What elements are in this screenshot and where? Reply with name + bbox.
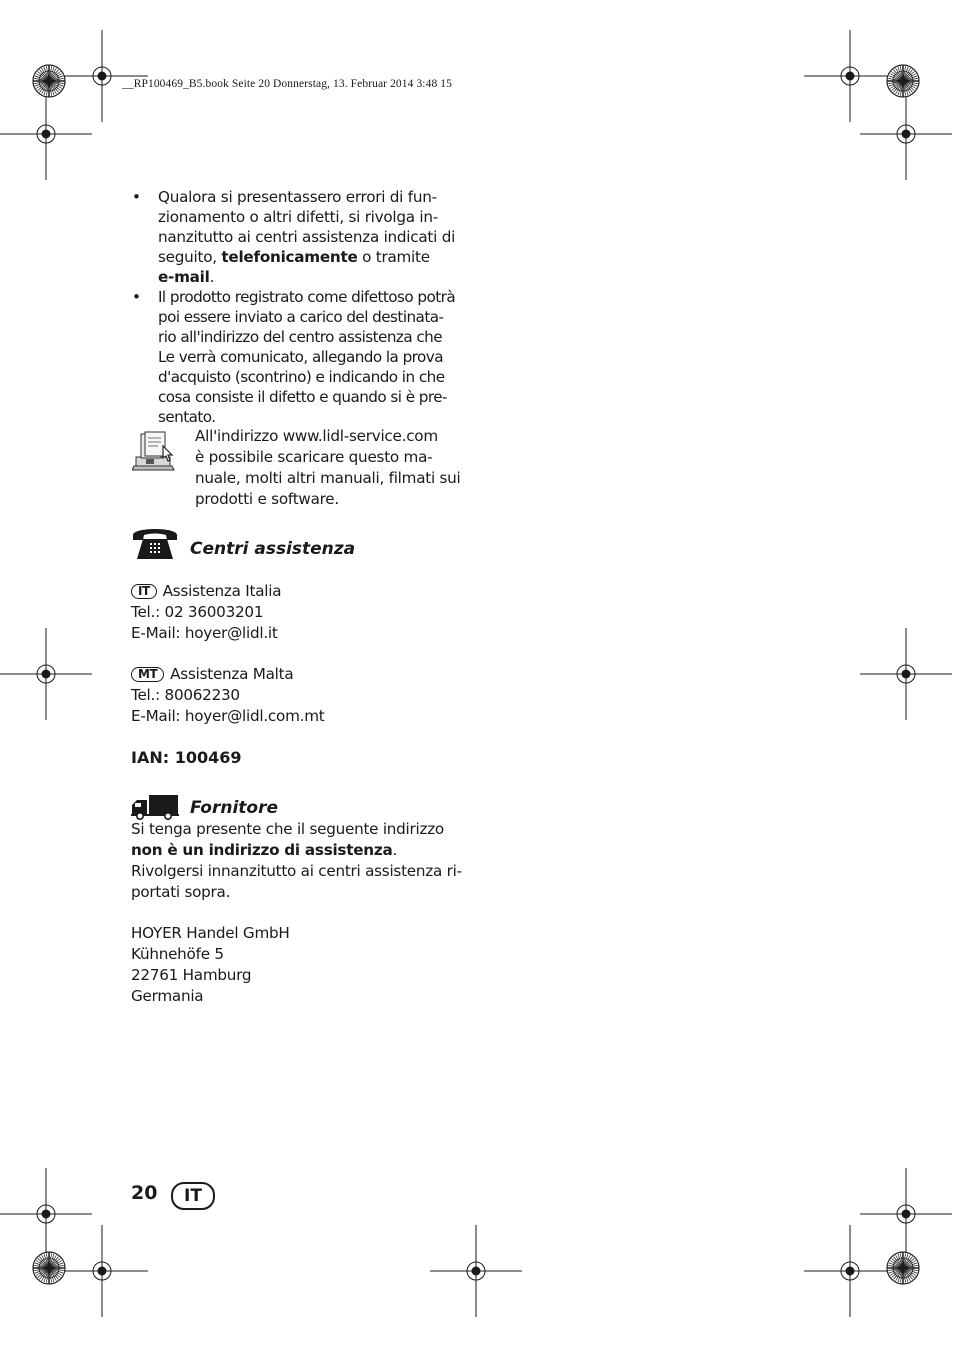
- text-run: .: [209, 268, 215, 286]
- registration-mark: [860, 88, 952, 180]
- section-title-supplier: Fornitore: [190, 798, 279, 818]
- bullet-line: d'acquisto (scontrino) e indicando in che: [158, 368, 445, 386]
- bullet-line: Il prodotto registrato come difettoso potrà: [158, 288, 456, 306]
- bullet-line: sentato.: [158, 408, 216, 426]
- supplier-line: Si tenga presente che il seguente indirizzo: [131, 820, 444, 838]
- registration-mark: [56, 1225, 148, 1317]
- service-malta-email: E-Mail: hoyer@lidl.com.mt: [131, 707, 325, 725]
- supplier-line: Rivolgersi innanzitutto ai centri assistenza ri-: [131, 862, 462, 880]
- language-badge: IT: [171, 1182, 215, 1210]
- supplier-line: portati sopra.: [131, 883, 231, 901]
- emphasis-not-service-address: non è un indirizzo di assistenza: [131, 841, 393, 859]
- address-line: 22761 Hamburg: [131, 966, 252, 984]
- color-dial-mark: [33, 1252, 65, 1284]
- note-line: prodotti e software.: [195, 490, 339, 508]
- service-italy-email: E-Mail: hoyer@lidl.it: [131, 624, 278, 642]
- address-line: Germania: [131, 987, 204, 1005]
- service-name-text: Assistenza Malta: [170, 665, 294, 683]
- bullet-line: zionamento o altri difetti, si rivolga in-: [158, 208, 439, 226]
- bullet-line: rio all'indirizzo del centro assistenza che: [158, 328, 443, 346]
- registration-mark: [804, 30, 896, 122]
- registration-mark: [0, 88, 92, 180]
- print-header: __RP100469_B5.book Seite 20 Donnerstag, 13. Februar 2014 3:48 15: [122, 78, 452, 90]
- ian-number: IAN: 100469: [131, 748, 242, 767]
- note-line: All'indirizzo www.lidl-service.com: [195, 427, 438, 445]
- country-badge-it: IT: [131, 584, 157, 599]
- note-line: è possibile scaricare questo ma-: [195, 448, 433, 466]
- address-line: Kühnehöfe 5: [131, 945, 224, 963]
- section-title-service: Centri assistenza: [190, 539, 356, 559]
- registration-mark: [860, 1168, 952, 1260]
- registration-mark: [56, 30, 148, 122]
- page-number: 20: [131, 1182, 158, 1204]
- registration-mark: [0, 628, 92, 720]
- registration-mark: [0, 1168, 92, 1260]
- color-dial-mark: [887, 65, 919, 97]
- service-name-text: Assistenza Italia: [162, 582, 282, 600]
- bullet-line: cosa consiste il difetto e quando si è pre-: [158, 388, 447, 406]
- bullet-line: poi essere inviato a carico del destinata-: [158, 308, 444, 326]
- bullet-line: nanzitutto ai centri assistenza indicati di: [158, 228, 456, 246]
- color-dial-mark: [887, 1252, 919, 1284]
- country-badge-mt: MT: [131, 667, 164, 682]
- text-run: o tramite: [357, 248, 430, 266]
- service-italy-tel: Tel.: 02 36003201: [131, 603, 264, 621]
- service-malta-tel: Tel.: 80062230: [131, 686, 240, 704]
- registration-mark: [860, 628, 952, 720]
- color-dial-mark: [33, 65, 65, 97]
- bullet-line: Le verrà comunicato, allegando la prova: [158, 348, 443, 366]
- emphasis-phone: telefonicamente: [221, 248, 358, 266]
- emphasis-email: e-mail: [158, 268, 210, 286]
- note-line: nuale, molti altri manuali, filmati sui: [195, 469, 461, 487]
- bullet-symbol: •: [132, 288, 141, 306]
- text-run: seguito,: [158, 248, 222, 266]
- bullet-line: Qualora si presentassero errori di fun-: [158, 188, 437, 206]
- address-line: HOYER Handel GmbH: [131, 924, 290, 942]
- bullet-symbol: •: [132, 188, 141, 206]
- registration-mark: [430, 1225, 522, 1317]
- text-run: .: [392, 841, 398, 859]
- registration-mark: [804, 1225, 896, 1317]
